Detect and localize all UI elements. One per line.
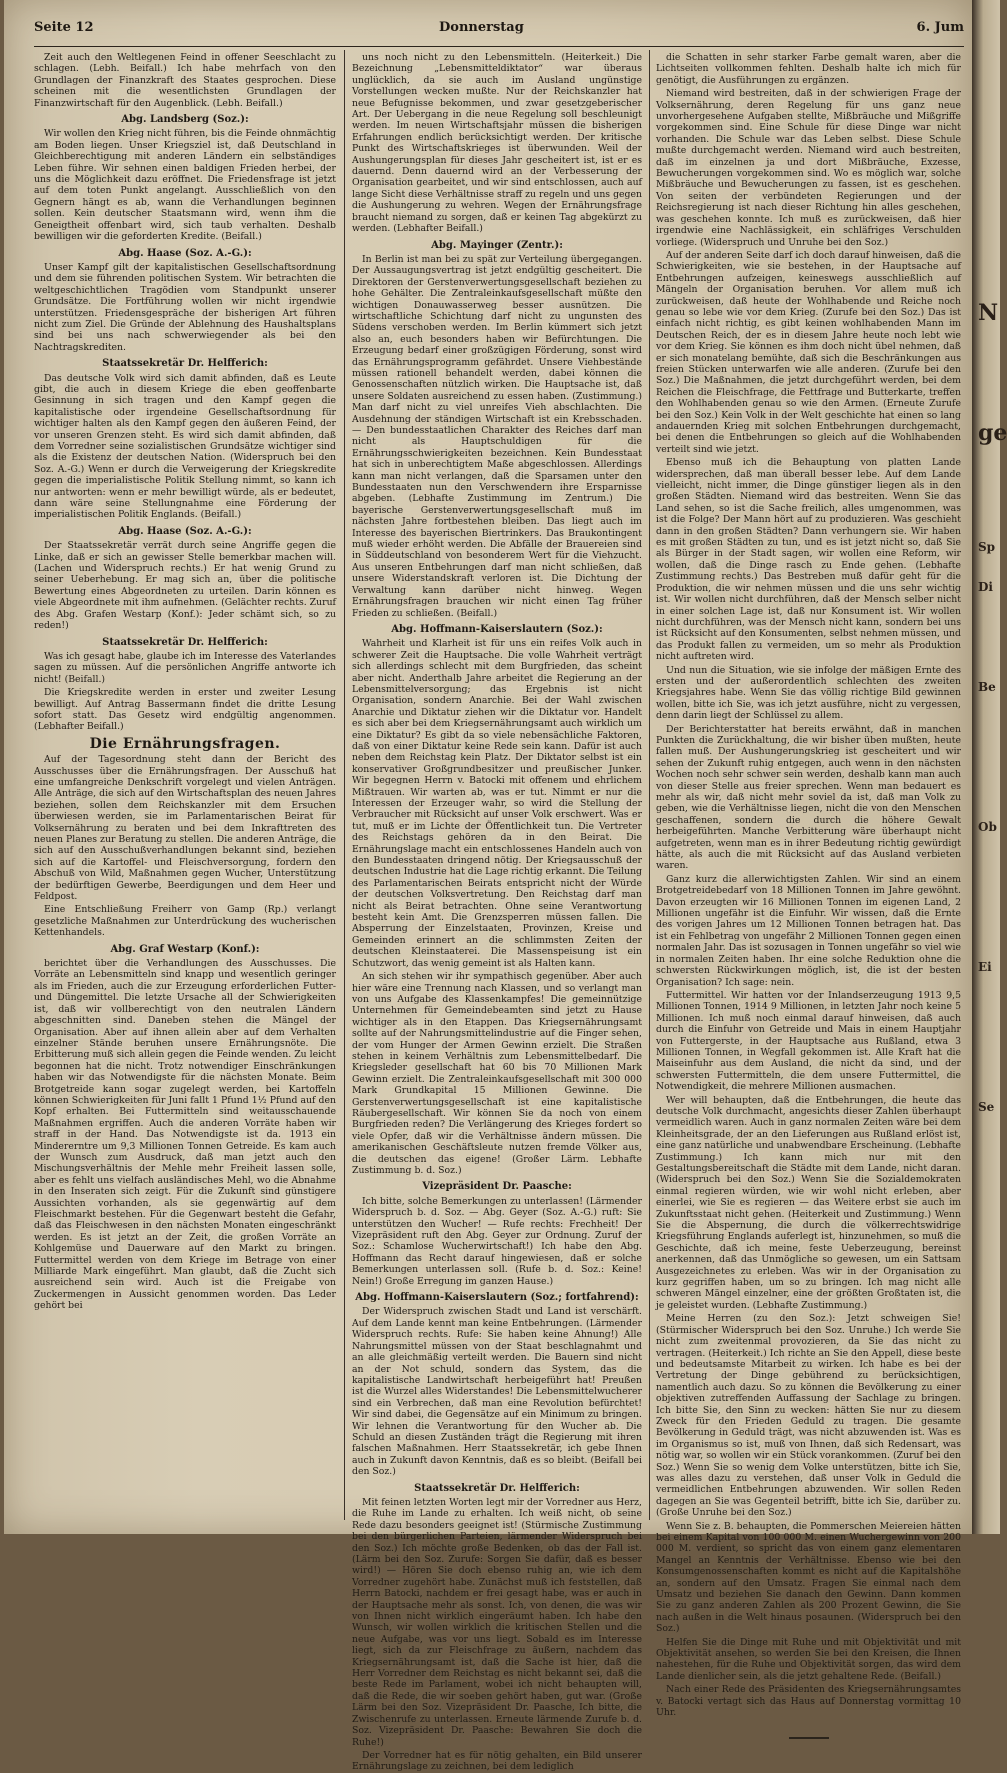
paragraph: Auf der anderen Seite darf ich doch darauf hinweisen, daß die Schwierigkeiten, wie sie bestehen, in der Hauptsache auf Entbehrungen aufzeigen, keineswegs ausschließlich auf Mängeln der Organisation beruhen. Vor allem muß ich zurückweisen, daß heute der Wohlhabende und Reiche noch genau so lebe wie vor dem Krieg. (Zurufe bei den Soz.) Das ist einfach nicht richtig, es gibt keinen wohlhabenden Mann im Deutschen Reich, der es in diesem Jahre heute noch lebt wie vor dem Krieg. Sie können es ihm doch nicht übel nehmen, daß er sich monatelang bemühte, daß sich die Beschränkungen aus freien Stücken unterwarfen wie alle anderen. (Zurufe bei den Soz.) Die Maßnahmen, die jetzt durchgeführt werden, bei dem Reichen die Fleischfrage, die Fettfrage und Butterkarte, treffen den Wohlhabenden genau so wie den Armen. (Erneute Zurufe bei den Soz.) Kein Volk in der Welt geschichte hat einen so lang andauernden Krieg mit solchen Entbehrungen durchgemacht, bei denen die Entbehrungen so gleich auf die Wohlhabenden verteilt sind wie jetzt. (656, 249, 961, 455)
paragraph: Der Staatssekretär verrät durch seine Angriffe gegen die Linke, daß er sich an gewisser Stelle bemerkbar machen will. (Lachen und Widerspruch rechts.) Er hat wenig Grund zu seiner Ueberhebung. Er mag sich an, über die politische Bewertung eines Abgeordneten zu urteilen. Darin können es viele Abgeordnete mit ihm aufnehmen. (Gelächter rechts. Zuruf des Abg. Grafen Westarp (Konf.): Jeder schämt sich, so zu reden!) (34, 540, 336, 632)
paragraph: Ganz kurz die allerwichtigsten Zahlen. Wir sind an einem Brotgetreidebedarf von 18 Millionen Tonnen im Jahre gewöhnt. Davon erzeugten wir 16 Millionen Tonnen im eigenen Land, 2 Millionen ungefähr ist die Einfuhr. Wir wissen, daß die Ernte des vorigen Jahres um 12 Millionen Tonnen betragen hat. Das ist ein Fehlbetrag von ungefähr 2 Millionen Tonnen gegen einen normalen Jahr. Das ist sozusagen in Tonnen ungefähr so viel wie in normalen Zeiten haben. Ihr eine solche Reduktion ohne die schwersten Rückwirkungen möglich, ist, die ist der besten Organisation? Ich sage: nein. (656, 873, 961, 988)
column-rule (649, 50, 650, 1520)
paragraph: Die Kriegskredite werden in erster und zweiter Lesung bewilligt. Auf Antrag Bassermann findet die dritte Lesung sofort statt. Das Gesetz wird endgültig angenommen. (Lebhafter Beifall.) (34, 687, 336, 733)
paragraph: Wer will behaupten, daß die Entbehrungen, die heute das deutsche Volk durchmacht, angesichts dieser Zahlen überhaupt vermeidlich waren. Auch in ganz normalen Zeiten wäre bei dem Kleinheitsgrade, der an den Lieferungen aus Rußland erlöst ist, eine ganz natürliche und unabwendbare Erscheinung. (Lebhafte Zustimmung.) Ich kann mich nur mit den Gestaltungsbereitschaft die Städte mit dem Lande, nicht daran. (Widerspruch bei den Soz.) Wenn Sie die Sozialdemokraten einmal regieren würden, wie wir wohl nicht erleben, aber einerlei, wie Sie es regieren — das Weitere erbst sie auch im Zukunftsstaat nicht gehen. (Heiterkeit und Zustimmung.) Wenn Sie die Abspernung, die durch die völkerrechtswidrige Kriegsführung Englands auferlegt ist, hinzunehmen, so muß die Geschichte, daß ich meine, feste Ueberzeugung, bereinst anerkennen, daß das Unmögliche so gewesen, um ein Sattsam Ausgezeichnetes zu erleben. Was wir in der Organisation zu kurz gegriffen haben, um so zu bringen. Ich mag nicht alle schweren Mängel einzelner, eine der größten Großtaten ist, die je geleistet wurden. (Lebhafte Zustimmung.) (656, 1094, 961, 1311)
newspaper-page (4, 0, 972, 1773)
paragraph: Nach einer Rede des Präsidenten des Kriegsernährungsamtes v. Batocki vertagt sich das Haus auf Donnerstag vormittag 10 Uhr. (656, 1684, 961, 1719)
speaker-heading: Abg. Haase (Soz. A.-G.): (118, 525, 252, 537)
column-3 (656, 52, 961, 1719)
paragraph: die Schatten in sehr starker Farbe gemalt waren, aber die Lichtseiten vollkommen fehlten. Deshalb halte ich mich für genötigt, die Ausführungen zu ergänzen. (656, 52, 961, 86)
adjacent-page-fragment: Ei (978, 960, 992, 974)
speaker-heading: Abg. Haase (Soz. A.-G.): (118, 247, 252, 259)
adjacent-page-fragment: Be (978, 680, 996, 694)
header-page-number: Seite 12 (34, 20, 94, 35)
column-2 (352, 52, 643, 1773)
paragraph: Eine Entschließung Freiherr von Gamp (Rp.) verlangt gesetzliche Maßnahmen zur Unterdrückung des wucherischen Kettenhandels. (34, 904, 336, 939)
paragraph: Der Vorredner hat es für nötig gehalten, ein Bild unserer Ernährungslage zu zeichnen, bei dem lediglich (352, 1749, 642, 1773)
speaker-heading: Staatssekretär Dr. Helfferich: (414, 1482, 580, 1494)
paragraph: Meine Herren (zu den Soz.): Jetzt schweigen Sie! (Stürmischer Widerspruch bei den Soz. Unruhe.) Ich werde Sie nicht zum zweitenmal provozieren, da Sie das nicht zu vertragen. (Heiterkeit.) Ich richte an Sie den Appell, diese beste und bedeutsamste Mitarbeit zu wirken. Ich habe es bei der Vertretung der Dinge gebührend zu berücksichtigen, namentlich auch dazu. So zu können die Bevölkerung zu einer objektiven zutreffenden Auffassung der Sachlage zu bringen. Ich bitte Sie, den Sinn zu wecken: hätten Sie nur zu diesem Zweck für den Frieden Geduld zu tragen. Die gesamte Bevölkerung in Geduld trägt, was nicht abzuwenden ist. Was es im Organismus so ist, muß von Ihnen, daß sich Redensart, was nötig war, so wollen wir ein Stück vorankommen. (Zuruf bei den Soz.) Wenn Sie so wenig dem Volke unterstützen, bitte ich Sie, was alles dazu zu verstehen, daß unser Volk in Geduld die vermeidlichen Entbehrungen abzuwenden. Wir sollen Reden dagegen an Sie was Gegenteil betrifft, bitte ich Sie, darüber zu. (Große Unruhe bei den Soz.) (656, 1313, 961, 1519)
paragraph: Mit feinen letzten Worten legt mir der Vorredner aus Herz, die Ruhe im Lande zu erhalten. Ich weiß nicht, ob seine Rede dazu besonders geeignet ist! (Stürmische Zustimmung bei den bürgerlichen Parteien, lärmender Widerspruch bei den Soz.) Ich möchte große Bedenken, ob das der Fall ist. (Lärm bei den Soz. Zurufe: Sorgen Sie dafür, daß es besser wird!) — Hören Sie doch ebenso ruhig an, wie ich dem Vorredner zugehört habe. Zunächst muß ich feststellen, daß Herrn Batocki, nachdem er frei gesagt habe, was er auch in der Hauptsache mehr als sonst. Ich, von denen, die was wir von Ihnen nicht wirklich eingeräumt haben. Ich habe den Wunsch, wir wollen wirklich die kritischen Stellen und die neue Aufgabe, was vor uns liegt. Sobald es im Interesse liegt, sich da zur Fleischfrage zu äußern, nachdem das Kriegsernährungsamt ist, daß die Sache ist hier, daß die Herr Vorredner dem Reichstag es nicht bekannt sei, daß die beste Rede im Parlament, wobei ich nicht behaupten will, daß die Rede, die wir soeben gehört haben, gut war. (Große Lärm bei den Soz. Vizepräsident Dr. Paasche, Ich bitte, die Zwischenrufe zu unterlassen. Erneute lärmende Zurufe b. d. Soz. Vizepräsident Dr. Paasche: Bewahren Sie doch die Ruhe!) (352, 1496, 642, 1748)
paragraph: Ebenso muß ich die Behauptung von platten Lande widersprechen, daß man überall besser lebe. Auf dem Lande vielleicht, nicht immer, die Dinge günstiger liegen als in den großen Städten. Niemand wird das bestreiten. Wenn Sie das Land sehen, so ist die Sache freilich, alles umgenommen, was ist die Folge? Der Mann hört auf zu produzieren. Was geschieht dann in den großen Städten? Dann verhungern sie. Wir haben es mit großen Städten zu tun, und es ist jetzt nicht so, daß Sie als Bürger in der Stadt sagen, wir wollen eine Reform, wir wollen, daß die Dinge rasch zu Ende gehen. (Lebhafte Zustimmung rechts.) Das Bestreben muß dafür geht für die Produktion, die wir nehmen müssen und die uns sehr wichtig ist. Wir wollen nicht durchführen, daß der Mensch selber nicht in einer solchen Lage ist, daß nur Konsument ist. Wir wollen nicht durchführen, was der Mensch nicht kann, sondern bei uns ist Rücksicht auf den Konsumenten, selbst nehmen müssen, und das Produkt fallen zu vermeiden, um so mehr als Produktion nicht auftreten wird. (656, 457, 961, 663)
paragraph: Der Berichterstatter hat bereits erwähnt, daß in manchen Punkten die Zurückhaltung, die wir bisher üben mußten, heute fallen muß. Der Aushungerungskrieg ist gescheitert und wir sehen der Zukunft ruhig entgegen, auch wenn in den nächsten Wochen noch sehr schwer sein werden, deshalb kann man auch von dieser Stelle aus freier sprechen. Wenn man bedauert es mehr als wir, daß nicht mehr soviel da ist, daß man Volk zu geben, wie die Verhältnisse liegen, nicht die von den Menschen geschaffenen, sondern die durch die höhere Gewalt herbeigeführten. Manche Verbitterung wäre überhaupt nicht aufgetreten, wenn man es in ihrer Bedeutung richtig gewürdigt hätte, als auch die mit Rücksicht auf das Ausland verbieten waren. (656, 723, 961, 872)
adjacent-page-fragment: Di (978, 580, 993, 594)
speaker-heading: Staatssekretär Dr. Helfferich: (102, 358, 268, 370)
paragraph: Wenn Sie z. B. behaupten, die Pommerschen Meiereien hätten bei einem Kapital von 100 000 M. einen Wuchergewinn von 200 000 M. verdient, so spricht das von einem ganz elementaren Mangel an Kenntnis der Verhältnisse. Ebenso wie bei den Konsumgenossenschaften kommt es nicht auf die Kapitalshöhe an, sondern auf den Umsatz. Fragen Sie einmal nach dem Umsatz und beziehen Sie danach den Gewinn. Dann kommen Sie zu ganz anderen Zahlen als 200 Prozent Gewinn, die Sie nach außen in die Welt hinaus posaunen. (Widerspruch bei den Soz.) (656, 1520, 961, 1635)
adjacent-page-edge (972, 0, 1007, 1534)
paragraph: Ich bitte, solche Bemerkungen zu unterlassen! (Lärmender Widerspruch b. d. Soz. — Abg. Geyer (Soz. A.-G.) ruft: Sie unterstützen den Wucher! — Rufe rechts: Frechheit! Der Vizepräsident ruft den Abg. Geyer zur Ordnung. Zuruf der Soz.: Schamlose Wucherwirtschaft!) Ich habe den Abg. Hoffmann das Recht darauf hingewiesen, daß er solche Bemerkungen unterlassen soll. (Rufe b. d. Soz.: Keine! Nein!) Große Erregung im ganzen Hause.) (352, 1195, 642, 1287)
adjacent-page-fragment: Se (978, 1100, 995, 1114)
speaker-heading: Abg. Hoffmann-Kaiserslautern (Soz.): (391, 623, 603, 635)
paragraph: In Berlin ist man bei zu spät zur Verteilung übergegangen. Der Aussaugungsvertrag ist jetzt endgültig gescheitert. Die Direktoren der Gerstenverwertungsgesellschaft beziehen zu hohe Gehälter. Die Zentraleinkaufsgesellschaft müßte den wichtigen Donauwasserweg besser ausnützen. Die wirtschaftliche Schichtung darf nicht zu ungunsten des Südens verschoben werden. Im Berlin kümmert sich jetzt also an, euch besonders haben wir Befürchtungen. Die Erzeugung bedarf einer großzügigen Förderung, sonst wird das Ernährungsprogramm gefährdet. Unsere Viehbestände müssen rationell behandelt werden, dabei können die Genossenschaften nützlich wirken. Die Hauptsache ist, daß unsere Soldaten ausreichend zu essen haben. (Zustimmung.) Man darf nicht zu viel unreifes Vieh abschlachten. Die Ausdehnung der ständigen Wirtschaft ist ein Krebsschaden. — Den bundesstaatlichen Charakter des Reiches darf man nicht als Hauptschuldigen für die Ernährungsschwierigkeiten bezeichnen. Kein Bundesstaat hat sich in unberechtigtem Maße abgeschlossen. Allerdings kann man nicht verlangen, daß die Sparsamen unter den Bundesstaaten nun den Verschwendern ihre Ersparnisse abgeben. (Lebhafte Zustimmung im Zentrum.) Die bayerische Gerstenverwertungsgesellschaft muß im nächsten Jahre fortbestehen bleiben. Das liegt auch im Interesse des bayerischen Biertrinkers. Das Braukontingent muß wieder erhöht werden. Die Abfälle der Brauereien sind in Süddeutschland von besonderem Wert für die Viehzucht. Aus unseren Entbehrungen darf man nicht schließen, daß unsere Widerstandskraft verloren ist. Die Dichtung der Verwaltung kann darüber nicht hinweg. Wegen Ernährungsfragen brauchen wir nicht einen Tag früher Frieden zu schließen. (Beifall.) (352, 253, 642, 619)
end-of-article-rule (789, 1737, 829, 1739)
paragraph: Futtermittel. Wir hatten vor der Inlandserzeugung 1913 9,5 Millionen Tonnen, 1914 9 Millionen, in letzten Jahr noch keine 5 Millionen. Ich muß noch einmal darauf hinweisen, daß auch durch die Einfuhr von Getreide und Mais in einem Hauptjahr von Futtergerste, in der Hauptsache aus Rußland, etwa 3 Millionen Tonnen, in Wegfall gekommen ist. Alle Kraft hat die Maiseinfuhr aus dem Ausland, die nicht da sind, und der schwersten Futtermitteln, die dem unsere Futtermittel, die Notwendigkeit, die mehrere Millionen ausmachen. (656, 989, 961, 1093)
adjacent-page-fragment: N (978, 300, 999, 326)
speaker-heading: Vizepräsident Dr. Paasche: (422, 1181, 572, 1193)
speaker-heading: Abg. Mayinger (Zentr.): (431, 239, 563, 251)
section-headline: Die Ernährungsfragen. (89, 735, 281, 752)
speaker-heading: Abg. Landsberg (Soz.): (121, 114, 249, 126)
speaker-heading: Abg. Graf Westarp (Konf.): (110, 943, 260, 955)
paragraph: Was ich gesagt habe, glaube ich im Interesse des Vaterlandes sagen zu müssen. Auf die persönlichen Angriffe antworte ich nicht! (Beifall.) (34, 650, 336, 685)
adjacent-page-fragment: Ob (978, 820, 997, 834)
speaker-heading: Abg. Hoffmann-Kaiserslautern (Soz.; fortfahrend): (355, 1292, 639, 1304)
paragraph: Niemand wird bestreiten, daß in der schwierigen Frage der Volksernährung, deren Regelung für uns ganz neue unvorhergesehene Aufgaben stellte, Mißbräuche und Mißgriffe vorgekommen sind. Eine Schule für diese Dinge war nicht vorhanden. Die Schule war das Leben selbst. Diese Schule mußte durchgemacht werden. Niemand wird auch bestreiten, daß im einzelnen ja und dort Mißbräuche, Exzesse, Bewucherungen vorgekommen sind. Wo es möglich war, solche Mißbräuche und Bewucherungen zu fassen, ist es geschehen. Von seiten der verbündeten Regierungen und der Reichsregierung ist nach dieser Richtung hin alles geschehen, was geschehen konnte. Ich muß es zurückweisen, daß hier irgendwie eine Nachlässigkeit, ein schläfriges Verschulden vorliege. (Widerspruch und Unruhe bei den Soz.) (656, 88, 961, 248)
paragraph: Der Widerspruch zwischen Stadt und Land ist verschärft. Auf dem Lande kennt man keine Entbehrungen. (Lärmender Widerspruch rechts. Rufe: Sie haben keine Ahnung!) Alle Nahrungsmittel müssen von der Staat beschlagnahmt und an alle gleichmäßig verteilt werden. Die Bauern sind nicht an der Not schuld, sondern das System, das die kapitalistische Landwirtschaft herbeigeführt hat! Preußen ist die Wurzel alles Widerstandes! Die Lebensmittelwucherer sind ein Verbrechen, daß man eine Revolution befürchtet! Wir sind dabei, die Gegensätze auf ein Minimum zu bringen. Wir lehnen die Verantwortung für den Wucher ab. Die Schuld an diesen Zuständen trägt die Regierung mit ihren falschen Maßnahmen. Herr Staatssekretär, ich gebe Ihnen auch in Zukunft davon Kenntnis, daß es so bleibt. (Beifall bei den Soz.) (352, 1306, 642, 1478)
paragraph: Das deutsche Volk wird sich damit abfinden, daß es Leute gibt, die auch in diesem Kriege die eben geoffenbarte Gesinnung in sich tragen und den Kampf gegen die kapitalistische oder irgendeine Gesellschaftsordnung für wichtiger halten als den Kampf gegen den äußeren Feind, der vor unseren Grenzen steht. Es wird sich damit abfinden, daß dem Vorredner seine sozialistischen Grundsätze wichtiger sind als die Existenz der deutschen Nation. (Widerspruch bei den Soz. A.-G.) Wenn er durch die Verweigerung der Kriegskredite gegen die imperialistische Politik Stellung nimmt, so kann ich nur antworten: wenn er mehr bewilligt würde, als er bedeutet, dann wäre seine Stellungnahme eine Förderung der imperialistischen Politik Englands. (Beifall.) (34, 372, 336, 521)
speaker-heading: Staatssekretär Dr. Helfferich: (102, 636, 268, 648)
page-header (34, 6, 964, 47)
paragraph: Auf der Tagesordnung steht dann der Bericht des Ausschusses über die Ernährungsfragen. Der Ausschuß hat eine umfangreiche Denkschrift vorgelegt und vielen Anträgen. Alle Anträge, die sich auf den Wirtschaftsplan des neuen Jahres beziehen, sollen dem Reichskanzler mit dem Ersuchen überwiesen werden, sie im Parlamentarischen Beirat für Volksernährung zu beraten und bei dem Inkrafttreten des neuen Planes zur Beratung zu stellen. Die anderen Anträge, die sich auf den Ausschußverhandlungen bekannt sind, beziehen sich auf die Kartoffel- und Fleischversorgung, fordern den Abschuß von Wild, Maßnahmen gegen Wucher, Unterstützung der bedürftigen Gewerbe, Beerdigungen und dem Heer und Feldpost. (34, 754, 336, 903)
paragraph: Wahrheit und Klarheit ist für uns ein reifes Volk auch in schwerer Zeit die Hauptsache. Die volle Wahrheit verträgt sich allerdings schlecht mit dem Burgfrieden, das scheint aber nicht. Anderthalb Jahre arbeitet die Regierung an der Lebensmittelversorgung; das Ergebnis ist nicht Organisation, sondern Anarchie. Bei der Wahl zwischen Anarchie und Diktatur ziehen wir die Diktatur vor. Handelt es sich aber bei dem Kriegsernährungsamt auch wirklich um eine Diktatur? Es gibt da so viele nebensächliche Faktoren, daß von einer Diktatur keine Rede sein kann. Dafür ist auch neben dem Reichstag kein Platz. Der Diktator selbst ist ein konservativer Großgrundbesitzer und preußischer Junker. Wir begegnen Herrn v. Batocki mit offenem und ehrlichem Mißtrauen. Wir warten ab, was er tut. Nimmt er nur die Interessen der Erzeuger wahr, so wird die Stellung der Verbraucher mit Rücksicht auf unser Volk erschwert. Was er tut, muß er im Lichte der Öffentlichkeit tun. Die Vertreter des Reichstags gehören da in den Beirat. Die Ernährungslage macht ein entschlossenes Handeln auch von den Bundesstaaten dringend nötig. Der Kriegsausschuß der deutschen Industrie hat die Lage richtig erkannt. Die Teilung des Parlamentarischen Beirats entspricht nicht der Würde der deutschen Volksvertretung. Den Reichstag darf man nicht als Beirat betrachten. Ohne seine Verantwortung besteht kein Amt. Die Grenzsperren müssen fallen. Die Absperrung der Einzelstaaten, Provinzen, Kreise und Gemeinden erinnert an die schlimmsten Zeiten der deutschen Kleinstaaterei. Die Massenspeisung ist ein Schutzwort, das wenig gemeint ist als Halten kann. (352, 638, 643, 969)
paragraph: Wir wollen den Krieg nicht führen, bis die Feinde ohnmächtig am Boden liegen. Unser Kriegsziel ist, daß Deutschland in Gleichberechtigung mit anderen Ländern ein selbständiges Leben führe. Wir sehnen einen baldigen Frieden herbei, der uns die Möglichkeit dazu eröffnet. Die Friedensfrage ist jetzt auf dem toten Punkt angelangt. Ausschließlich von den Gegnern hängt es ab, wann die Verhandlungen beginnen sollen. Kein deutscher Staatsmann wird, wenn ihm die Geneigtheit offenbart wird, sich taub verhalten. Deshalb bewilligen wir die geforderten Kredite. (Beifall.) (34, 128, 336, 243)
header-weekday: Donnerstag (439, 20, 524, 35)
paragraph: Helfen Sie die Dinge mit Ruhe und mit Objektivität und mit Objektivität ansehen, so werden Sie bei den Kreisen, die Ihnen nahestehen, für die Ruhe und Objektivität sorgen, das wird dem Lande dienlicher sein, als die jetzt gehaltene Rede. (Beifall.) (656, 1636, 961, 1682)
paragraph: An sich stehen wir ihr sympathisch gegenüber. Aber auch hier wäre eine Trennung nach Klassen, und so verlangt man von uns Aufgabe des Klassenkampfes! Die gemeinnützige Unternehmen für Gemeindebeamten sind jetzt zu Hause wichtiger als in den Etappen. Das Kriegsernährungsamt sollte auf der Nahrungsmittelindustrie auf die Finger sehen, der vom Hunger der Armen Gewinn erzielt. Die Straßen stehen in keinem Verhältnis zum Lebensmittelbedarf. Die Kriegsleder gesellschaft hat 60 bis 70 Millionen Mark Gewinn erzielt. Die Zentraleinkaufsgesellschaft mit 300 000 Mark Grundkapital 15 Millionen Gewinne. Die Gerstenverwertungsgesellschaft ist eine kapitalistische Räubergesellschaft. Wir können Sie da noch von einem Burgfrieden reden? Die Verlängerung des Krieges fordert so viele Opfer, daß wir die Verhältnisse ändern müssen. Die amerikanischen Geschäftsleute nutzen fremde Völker aus, die deutschen das eigene! (Großer Lärm. Lebhafte Zustimmung b. d. Soz.) (352, 971, 642, 1176)
column-1 (34, 52, 336, 1512)
adjacent-page-fragment: ge (978, 420, 1007, 446)
paragraph: Und nun die Situation, wie sie infolge der mäßigen Ernte des ersten und der außerordentlich schlechten des zweiten Kriegsjahres habe. Wenn Sie das völlig richtige Bild gewinnen wollen, bitte ich Sie, was ich jetzt ausführe, nicht zu vergessen, denn darin liegt der Schlüssel zu allem. (656, 664, 961, 722)
paragraph: Zeit auch den Weltlegenen Feind in offener Seeschlacht zu schlagen. (Lebh. Beifall.) Ich habe mehrfach von den Grundlagen der Finanzkraft des Staates gesprochen. Diese scheinen mit die wesentlichsten Grundlagen der Finanzwirtschaft für den Augenblick. (Lebh. Beifall.) (34, 52, 336, 109)
column-rule (344, 50, 345, 1520)
paragraph: uns noch nicht zu den Lebensmitteln. (Heiterkeit.) Die Bezeichnung „Lebensmitteldiktator“ war überaus unglücklich, da sie auch im Ausland ungünstige Vorstellungen wecken mußte. Nur der Reichskanzler hat neue Befugnisse bekommen, und zwar gesetzgeberischer Art. Der Uebergang in die neue Regelung soll beschleunigt werden. Im neuen Wirtschaftsjahr müssen die bisherigen Erfahrungen endlich berücksichtigt werden. Der kritische Punkt des Wirtschaftskrieges ist überwunden. Weil der Aushungerungsplan für dieses Jahr gescheitert ist, ist er es dauernd. Denn dauernd wird an der Verbesserung der Organisation gearbeitet, und wir sind entschlossen, auch auf lange Sicht diese Verhältnisse straff zu regeln und uns gegen die Aushungerung zu wehren. Wegen der Ernährungsfrage braucht niemand zu sorgen, daß er keinen Tag abgekürzt zu werden. (Lebhafter Beifall.) (352, 52, 642, 235)
header-date: 6. Jum (916, 20, 964, 35)
paragraph: berichtet über die Verhandlungen des Ausschusses. Die Vorräte an Lebensmitteln sind knapp und wesentlich geringer als im Frieden, auch die zur Erzeugung erforderlichen Futter- und Düngemittel. Die letzte Ursache all der Schwierigkeiten ist, daß wir vollberechtigt von den neutralen Ländern abgeschnitten sind. Daneben stehen die Mängel der Organisation. Aber auf ihnen allein aber auf dem Verhalten einzelner Stände beruhen unsere Ernährungsnöte. Die Erbitterung muß sich allein gegen die Feinde wenden. Zu leicht begonnen hat die nicht. Trotz notwendiger Einschränkungen haben wir das Notwendigste für die nächsten Monate. Beim Brotgetreide kann sogar zugelegt werden, bei Kartoffeln können Schwierigkeiten für Juni fallt 1 Pfund 1½ Pfund auf den Kopf erhalten. Bei Futtermitteln sind weitausschauende Maßnahmen ergriffen. Auch die anderen Vorräte haben wir straff in der Hand. Das Notwendigste ist da. 1913 ein Mindererntre um 9,3 Millionen Tonnen Getreide. Es kam auch der Wunsch zum Ausdruck, daß man jetzt auch den Mischungsverhältnis der Mehle mehr Freiheit lassen solle, aber es fehlt uns vielfach ausländisches Mehl, wo die Abnahme in den Inseraten sich zeigt. Für die Zukunft sind günstigere Aussichten vorhanden, als sie gegenwärtig auf dem Fleischmarkt bestehen. Für die Gegenwart besteht die Gefahr, daß das Fleischwesen in den nächsten Monaten eingeschränkt werden. Es ist jetzt an der Zeit, die großen Vorräte an Kohlgemüse und Dauerware auf den Markt zu bringen. Futtermittel werden von dem Kriege im Betrage von einer Milliarde Mark eingeführt. Man glaubt, daß die Zucht sich ausreichend sein wird. Auch ist die Freigabe von Zuckermengen in Aussicht genommen worden. Das Leder gehört bei (34, 958, 336, 1312)
adjacent-page-fragment: Sp (978, 540, 996, 554)
paragraph: Unser Kampf gilt der kapitalistischen Gesellschaftsordnung und dem sie führenden politischen System. Wir betrachten die weltgeschichtlichen Tragödien vom Standpunkt unserer Grundsätze. Die Fortführung wollen wir nicht irgendwie unterstützen. Friedensgespräche der bisherigen Art führen nicht zum Ziel. Die Gründe der Ablehnung des Haushaltsplans sind bei uns nach schwerwiegender als bei den Nachtragskrediten. (34, 261, 336, 353)
